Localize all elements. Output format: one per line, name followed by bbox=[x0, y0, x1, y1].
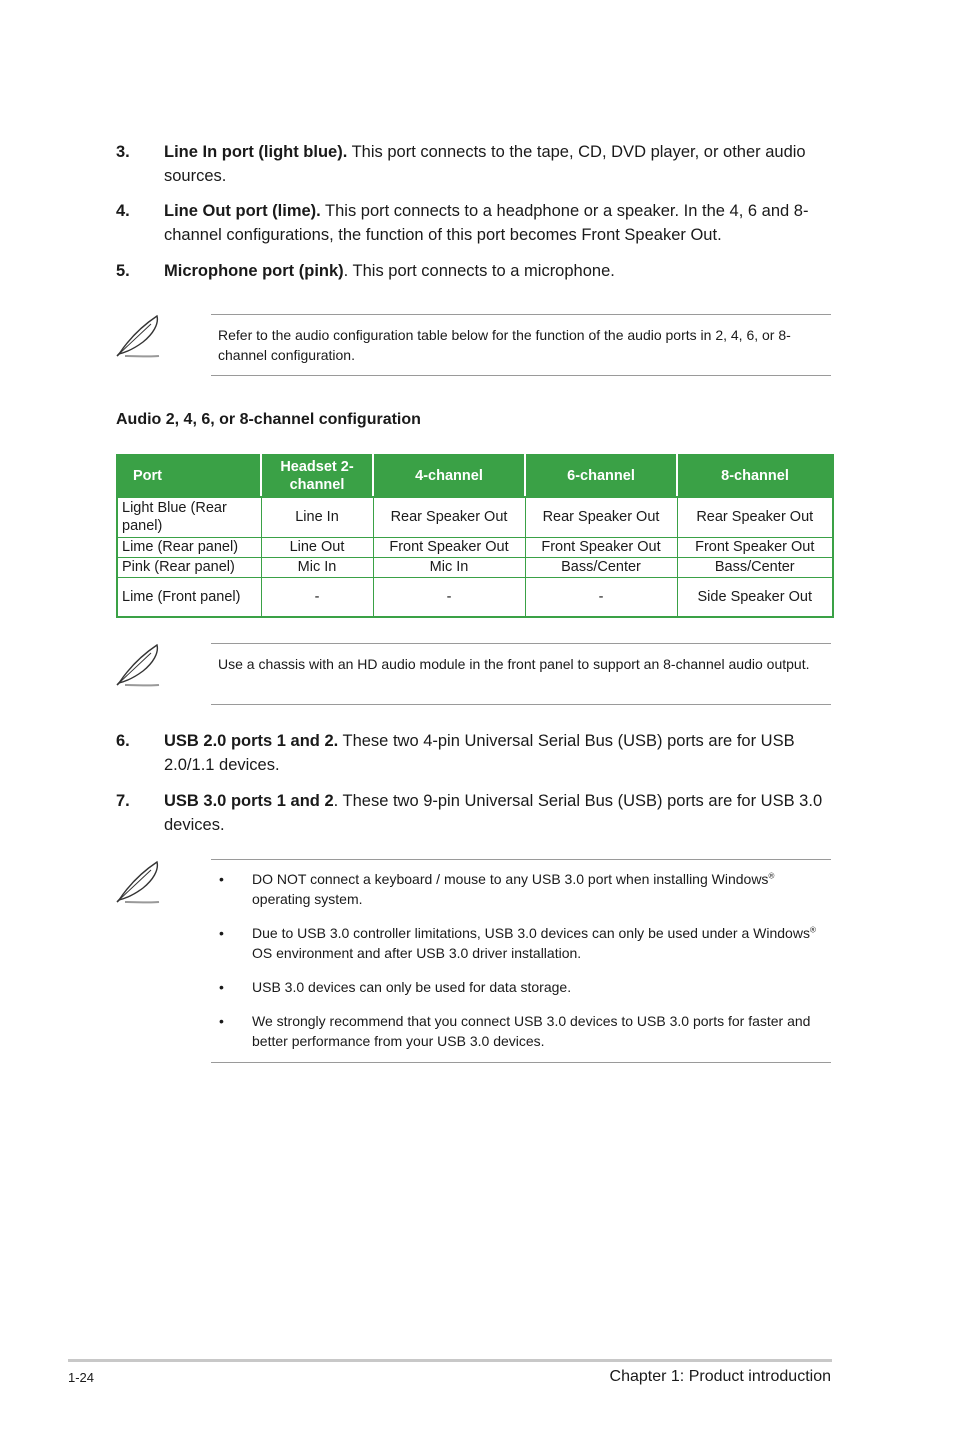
bullet-dot: • bbox=[219, 979, 224, 995]
table-cell: Lime (Rear panel) bbox=[117, 537, 261, 557]
page-number: 1-24 bbox=[68, 1370, 95, 1385]
item-text: This port connects to the tape, CD, DVD player, or other audio sources. bbox=[164, 143, 806, 185]
table-cell: Bass/Center bbox=[677, 557, 833, 577]
item-title: Line Out port (lime). bbox=[164, 202, 321, 220]
table-cell: Front Speaker Out bbox=[373, 537, 525, 557]
table-row bbox=[117, 537, 833, 557]
note-hd-audio bbox=[211, 643, 831, 705]
bullet-dot: • bbox=[219, 925, 224, 941]
item-text: . These two 9-pin Universal Serial Bus (USB) ports are for USB 3.0 devices. bbox=[164, 792, 823, 834]
table-cell: Rear Speaker Out bbox=[525, 497, 677, 537]
list-item-3 bbox=[116, 141, 831, 188]
item-title: USB 3.0 ports 1 and 2 bbox=[164, 792, 334, 810]
header-port: Port bbox=[117, 455, 261, 497]
table-cell: Line In bbox=[261, 497, 373, 537]
header-6ch: 6-channel bbox=[525, 455, 677, 497]
table-title: Audio 2, 4, 6, or 8-channel configuration bbox=[116, 411, 421, 428]
bullet-item: • DO NOT connect a keyboard / mouse to any USB 3.0 port when installing Windows® operating system. bbox=[219, 871, 775, 907]
footer-divider bbox=[68, 1359, 832, 1362]
item-title: USB 2.0 ports 1 and 2. bbox=[164, 732, 339, 750]
table-cell: Rear Speaker Out bbox=[677, 497, 833, 537]
bullet-dot: • bbox=[219, 1013, 224, 1029]
table-cell: Rear Speaker Out bbox=[373, 497, 525, 537]
table-cell: Front Speaker Out bbox=[677, 537, 833, 557]
item-text: . This port connects to a microphone. bbox=[343, 262, 615, 280]
table-cell: - bbox=[525, 577, 677, 617]
header-headset: Headset 2-channel bbox=[261, 455, 373, 497]
table-cell: Bass/Center bbox=[525, 557, 677, 577]
list-item-5 bbox=[116, 260, 831, 284]
list-item-4 bbox=[116, 200, 831, 247]
note-feather-icon bbox=[113, 858, 165, 906]
item-text: These two 4-pin Universal Serial Bus (USB) ports are for USB 2.0/1.1 devices. bbox=[164, 732, 795, 774]
item-title: Microphone port (pink) bbox=[164, 262, 344, 280]
item-number: 3. bbox=[116, 143, 130, 161]
item-title: Line In port (light blue). bbox=[164, 143, 348, 161]
item-text: This port connects to a headphone or a speaker. In the 4, 6 and 8-channel configurations, the function of this port becomes Front Speaker Out. bbox=[164, 202, 809, 244]
table-row bbox=[117, 557, 833, 577]
table-header-row bbox=[117, 455, 833, 497]
header-4ch: 4-channel bbox=[373, 455, 525, 497]
table-cell: Side Speaker Out bbox=[677, 577, 833, 617]
table-cell: Front Speaker Out bbox=[525, 537, 677, 557]
table-cell: Pink (Rear panel) bbox=[117, 557, 261, 577]
chapter-title: Chapter 1: Product introduction bbox=[609, 1368, 831, 1385]
list-item-7 bbox=[116, 790, 831, 837]
note-text: Use a chassis with an HD audio module in the front panel to support an 8-channel audio output. bbox=[218, 656, 810, 672]
table-row bbox=[117, 497, 833, 537]
table-row bbox=[117, 577, 833, 617]
table-cell: Mic In bbox=[373, 557, 525, 577]
table-cell: Line Out bbox=[261, 537, 373, 557]
bullet-item: • We strongly recommend that you connect USB 3.0 devices to USB 3.0 ports for faster and better performance from your USB 3.0 devices. bbox=[219, 1013, 811, 1049]
table-cell: Lime (Front panel) bbox=[117, 577, 261, 617]
item-number: 5. bbox=[116, 262, 130, 280]
table-cell: - bbox=[373, 577, 525, 617]
note-feather-icon bbox=[113, 312, 165, 360]
list-item-6 bbox=[116, 730, 831, 777]
audio-config-table bbox=[116, 454, 834, 618]
table-cell: - bbox=[261, 577, 373, 617]
table-cell: Mic In bbox=[261, 557, 373, 577]
header-8ch: 8-channel bbox=[677, 455, 833, 497]
note-audio-config bbox=[211, 314, 831, 376]
note-bullet-list bbox=[211, 860, 831, 1059]
item-number: 7. bbox=[116, 792, 130, 810]
note-feather-icon bbox=[113, 641, 165, 689]
bullet-dot: • bbox=[219, 871, 224, 887]
bullet-item: • USB 3.0 devices can only be used for data storage. bbox=[219, 979, 572, 995]
item-number: 4. bbox=[116, 202, 130, 220]
table-cell: Light Blue (Rear panel) bbox=[117, 497, 261, 537]
item-number: 6. bbox=[116, 732, 130, 750]
note-text: Refer to the audio configuration table below for the function of the audio ports in 2, 4, 6, or 8-channel configuration. bbox=[218, 327, 791, 363]
note-usb3 bbox=[211, 859, 831, 1063]
bullet-item: • Due to USB 3.0 controller limitations, USB 3.0 devices can only be used under a Windows® OS environment and after USB 3.0 driver installation. bbox=[219, 925, 816, 961]
